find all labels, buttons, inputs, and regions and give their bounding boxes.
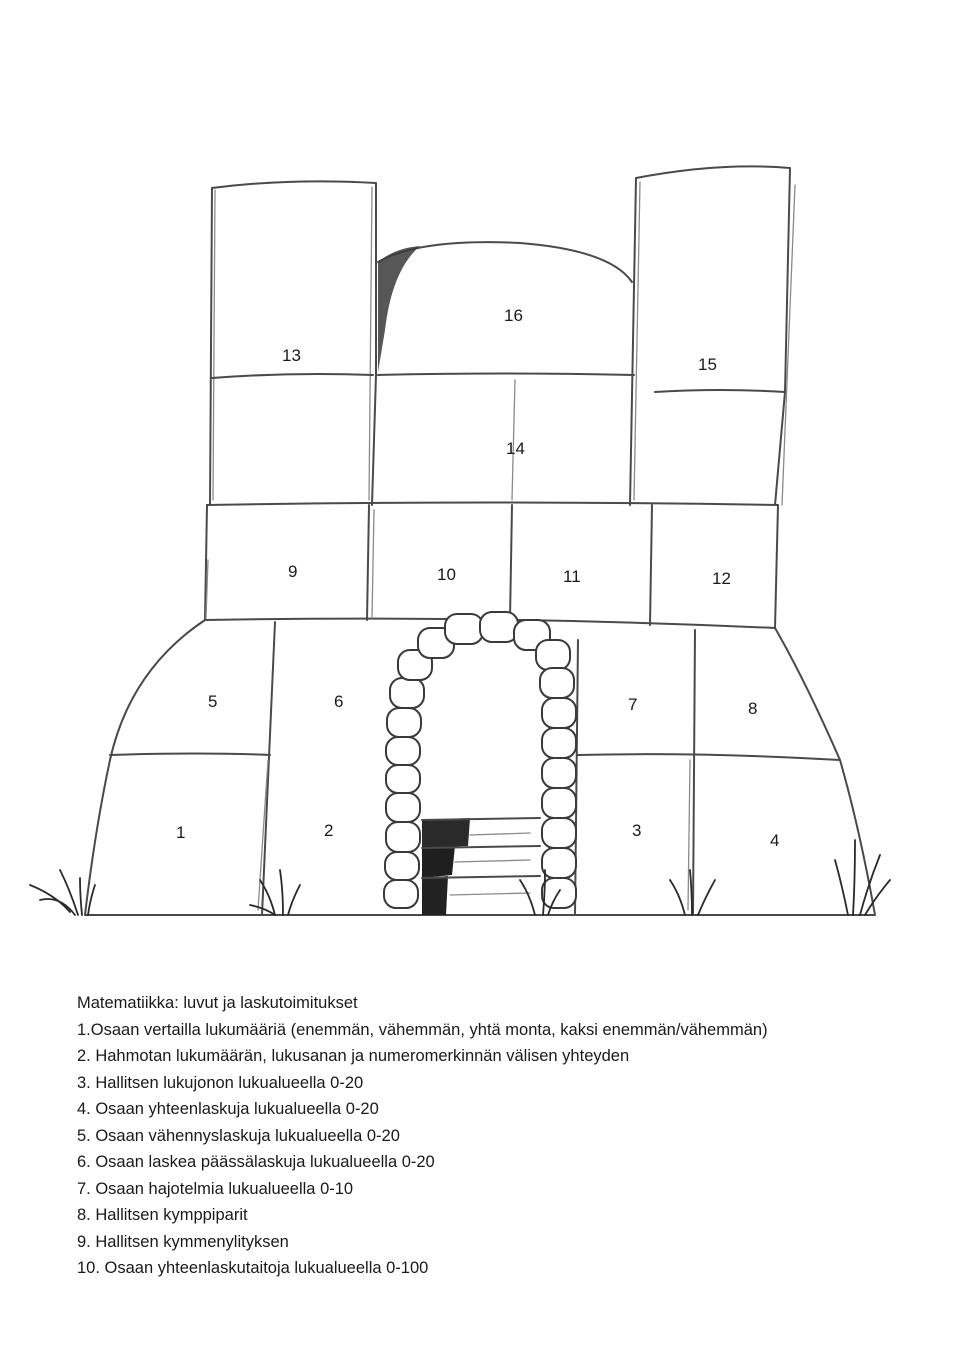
stone-number-5: 5	[208, 692, 218, 711]
goal-item: 6. Osaan laskea päässälaskuja lukualueella 0-20	[77, 1153, 435, 1171]
learning-goals	[77, 990, 917, 1282]
stone-number-3: 3	[632, 821, 642, 840]
goal-item: 10. Osaan yhteenlaskutaitoja lukualueella 0-100	[77, 1259, 429, 1277]
stone-number-8: 8	[748, 699, 758, 718]
stone-number-2: 2	[324, 821, 334, 840]
stone-number-13: 13	[282, 346, 301, 365]
goal-item: 3. Hallitsen lukujonon lukualueella 0-20	[77, 1073, 364, 1092]
door-steps	[422, 818, 540, 915]
goal-item: 5. Osaan vähennyslaskuja lukualueella 0-20	[77, 1126, 400, 1145]
goal-item: 7. Osaan hajotelmia lukualueella 0-10	[77, 1179, 354, 1198]
stone-number-10: 10	[437, 565, 456, 584]
goal-item: 2. Hahmotan lukumäärän, lukusanan ja numeromerkinnän välisen yhteyden	[77, 1047, 630, 1065]
goal-item: 1.Osaan vertailla lukumääriä (enemmän, vähemmän, yhtä monta, kaksi enemmän/vähemmän)	[77, 1020, 768, 1039]
stone-number-9: 9	[288, 562, 298, 581]
stone-number-16: 16	[504, 306, 523, 325]
right-tower-mid-line	[655, 390, 785, 392]
goals-title: Matematiikka: luvut ja laskutoimitukset	[77, 994, 358, 1012]
goal-item: 9. Hallitsen kymmenylityksen	[77, 1232, 289, 1251]
stone-number-7: 7	[628, 695, 638, 714]
left-tower-outline	[210, 181, 376, 505]
goal-item: 4. Osaan yhteenlaskuja lukualueella 0-20	[77, 1100, 379, 1118]
stone-number-14: 14	[506, 439, 525, 458]
base-outline	[85, 620, 875, 915]
stone-number-6: 6	[334, 692, 344, 711]
stone-number-11: 11	[563, 567, 581, 586]
door-arch	[384, 612, 576, 908]
stone-number-4: 4	[770, 831, 780, 850]
stone-number-12: 12	[712, 569, 731, 588]
right-tower-outline	[630, 166, 790, 505]
stone-number-15: 15	[698, 355, 717, 374]
stone-number-1: 1	[176, 823, 186, 842]
middle-row-line	[378, 374, 634, 376]
upper-wall-top	[207, 503, 778, 506]
goal-item: 8. Hallitsen kymppiparit	[77, 1206, 248, 1224]
left-tower-mid-line	[212, 374, 373, 378]
